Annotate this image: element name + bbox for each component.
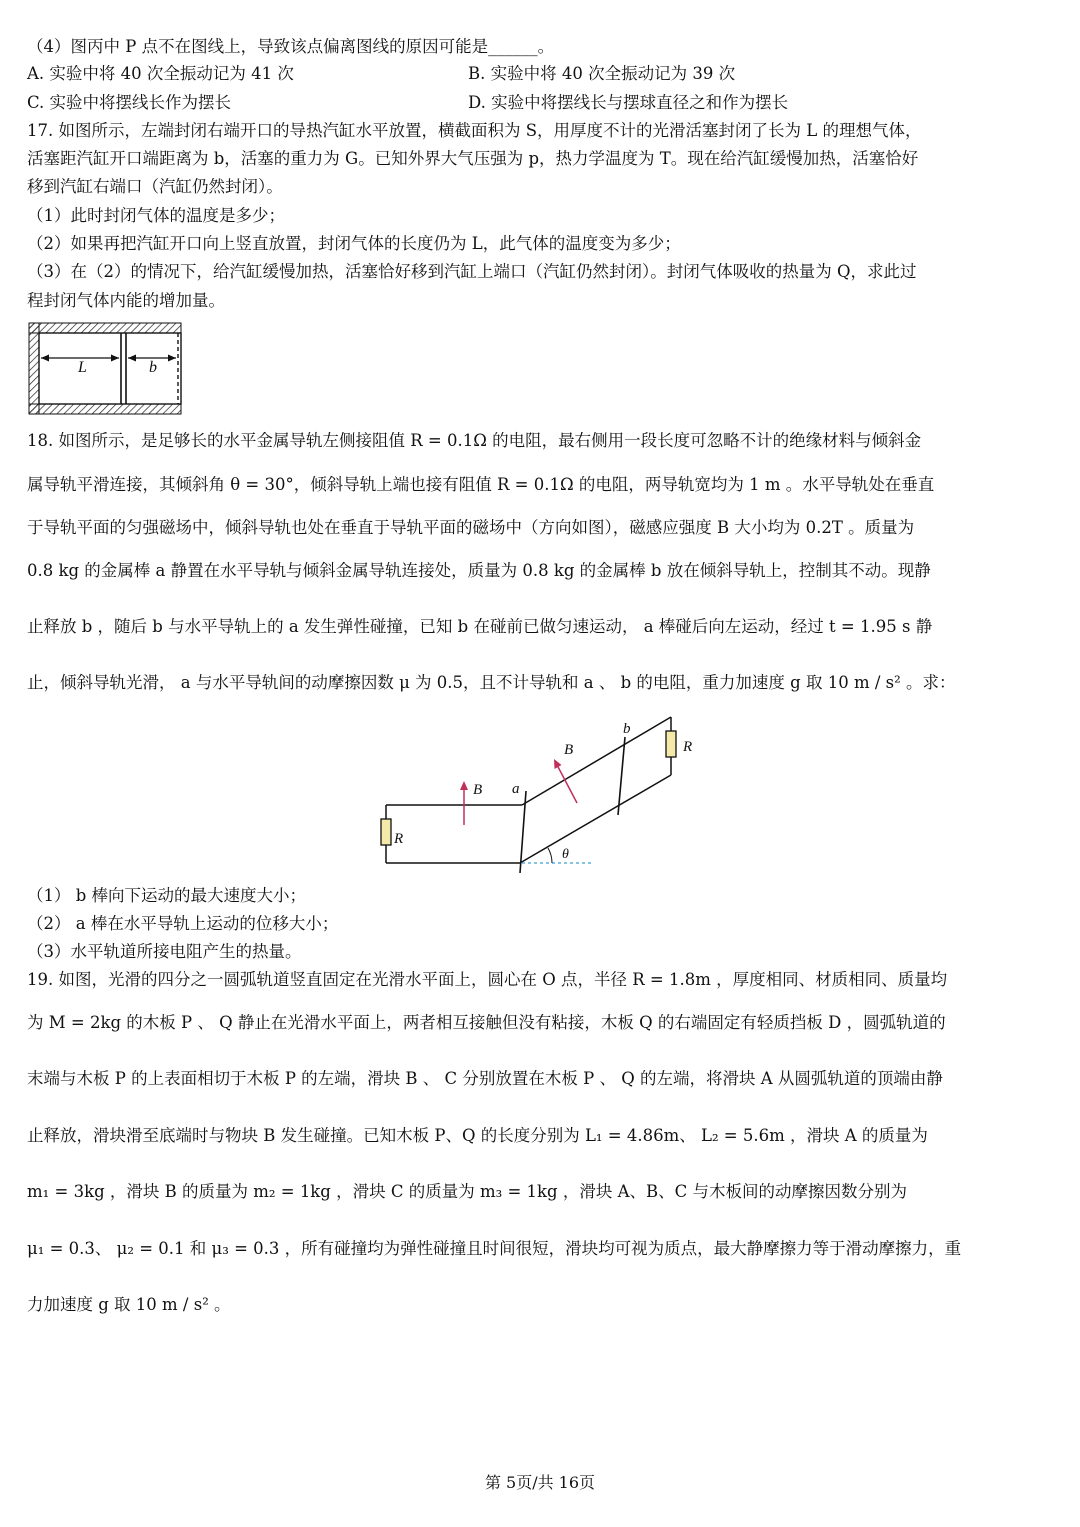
q18-part2: （2） a 棒在水平导轨上运动的位移大小；	[27, 914, 339, 933]
q17-part2: （2）如果再把汽缸开口向上竖直放置，封闭气体的长度仍为 L，此气体的温度变为多少；	[27, 234, 681, 253]
resistor-right	[666, 731, 676, 757]
resistor-left	[381, 819, 391, 845]
label-b-rod: b	[623, 721, 631, 737]
q17-part3-line2: 程封闭气体内能的增加量。	[27, 291, 225, 310]
inclined-rail-top	[522, 717, 671, 805]
inclined-rail-bottom	[520, 775, 671, 863]
q19-stem-line1: 19. 如图，光滑的四分之一圆弧轨道竖直固定在光滑水平面上，圆心在 O 点，半径 R = 1.8m ，厚度相同、材质相同、质量均	[27, 970, 948, 989]
cylinder-left-wall	[29, 323, 39, 414]
q18-part1: （1） b 棒向下运动的最大速度大小；	[27, 886, 307, 905]
q16-option-c: C. 实验中将摆线长作为摆长	[27, 93, 232, 112]
q18-stem-line4: 0.8 kg 的金属棒 a 静置在水平导轨与倾斜金属导轨连接处，质量为 0.8 kg 的金属棒 b 放在倾斜导轨上，控制其不动。现静	[27, 561, 931, 580]
q19-stem-line3: 末端与木板 P 的上表面相切于木板 P 的左端，滑块 B 、 C 分别放置在木板 P 、 Q 的左端，将滑块 A 从圆弧轨道的顶端由静	[27, 1069, 943, 1088]
label-a: a	[512, 781, 520, 797]
q17-stem-line3: 移到汽缸右端口（汽缸仍然封闭）。	[27, 177, 283, 196]
q18-stem-line5: 止释放 b ，随后 b 与水平导轨上的 a 发生弹性碰撞，已知 b 在碰前已做匀速运动， a 棒碰后向左运动，经过 t = 1.95 s 静	[27, 617, 933, 636]
q17-cylinder-figure	[28, 322, 184, 416]
label-B-right: B	[564, 742, 574, 758]
q18-stem-line6: 止，倾斜导轨光滑， a 与水平导轨间的动摩擦因数 μ 为 0.5，且不计导轨和 a 、 b 的电阻，重力加速度 g 取 10 m / s² 。求：	[27, 673, 956, 692]
cylinder-top-wall	[29, 323, 181, 333]
label-R-left: R	[394, 831, 404, 847]
q16-part4: （4）图丙中 P 点不在图线上，导致该点偏离图线的原因可能是______。	[27, 37, 555, 56]
q19-stem-line5: m₁ = 3kg ，滑块 B 的质量为 m₂ = 1kg ，滑块 C 的质量为 m₃ = 1kg ，滑块 A、B、C 与木板间的动摩擦因数分别为	[27, 1182, 908, 1201]
cylinder-bottom-wall	[29, 404, 181, 414]
q16-option-d: D. 实验中将摆线长与摆球直径之和作为摆长	[468, 93, 789, 112]
q17-stem-line1: 17. 如图所示，左端封闭右端开口的导热汽缸水平放置，横截面积为 S，用厚度不计的光滑活塞封闭了长为 L 的理想气体，	[27, 121, 922, 140]
q16-option-a: A. 实验中将 40 次全振动记为 41 次	[27, 64, 294, 83]
q19-stem-line2: 为 M = 2kg 的木板 P 、 Q 静止在光滑水平面上，两者相互接触但没有粘接，木板 Q 的右端固定有轻质挡板 D ，圆弧轨道的	[27, 1013, 946, 1032]
label-L: L	[78, 359, 87, 376]
q18-stem-line2: 属导轨平滑连接，其倾斜角 θ = 30°，倾斜导轨上端也接有阻值 R = 0.1Ω 的电阻，两导轨宽均为 1 m 。水平导轨处在垂直	[27, 475, 935, 494]
label-theta: θ	[562, 847, 569, 862]
q18-rails-figure	[380, 715, 700, 880]
q18-stem-line3: 于导轨平面的匀强磁场中，倾斜导轨也处在垂直于导轨平面的磁场中（方向如图），磁感应强度 B 大小均为 0.2T 。质量为	[27, 518, 915, 537]
q19-stem-line4: 止释放，滑块滑至底端时与物块 B 发生碰撞。已知木板 P、Q 的长度分别为 L₁ = 4.86m、 L₂ = 5.6m ，滑块 A 的质量为	[27, 1126, 928, 1145]
page-footer: 第 5页/共 16页	[484, 1473, 596, 1492]
q18-stem-line1: 18. 如图所示，是足够长的水平金属导轨左侧接阻值 R = 0.1Ω 的电阻，最右侧用一段长度可忽略不计的绝缘材料与倾斜金	[27, 431, 922, 450]
label-b: b	[149, 359, 157, 376]
q17-stem-line2: 活塞距汽缸开口端距离为 b，活塞的重力为 G。已知外界大气压强为 p，热力学温度为 T。现在给汽缸缓慢加热，活塞恰好	[27, 149, 919, 168]
q16-option-b: B. 实验中将 40 次全振动记为 39 次	[468, 64, 736, 83]
q17-part3-line1: （3）在（2）的情况下，给汽缸缓慢加热，活塞恰好移到汽缸上端口（汽缸仍然封闭）。封闭气体吸收的热量为 Q，求此过	[27, 262, 917, 281]
label-B-left: B	[473, 782, 483, 798]
q17-part1: （1）此时封闭气体的温度是多少；	[27, 206, 285, 225]
q18-part3: （3）水平轨道所接电阻产生的热量。	[27, 942, 302, 961]
label-R-right: R	[683, 739, 693, 755]
q19-stem-line7: 力加速度 g 取 10 m / s² 。	[27, 1295, 231, 1314]
q19-stem-line6: μ₁ = 0.3、 μ₂ = 0.1 和 μ₃ = 0.3 ，所有碰撞均为弹性碰撞且时间很短，滑块均可视为质点，最大静摩擦力等于滑动摩擦力，重	[27, 1239, 962, 1258]
